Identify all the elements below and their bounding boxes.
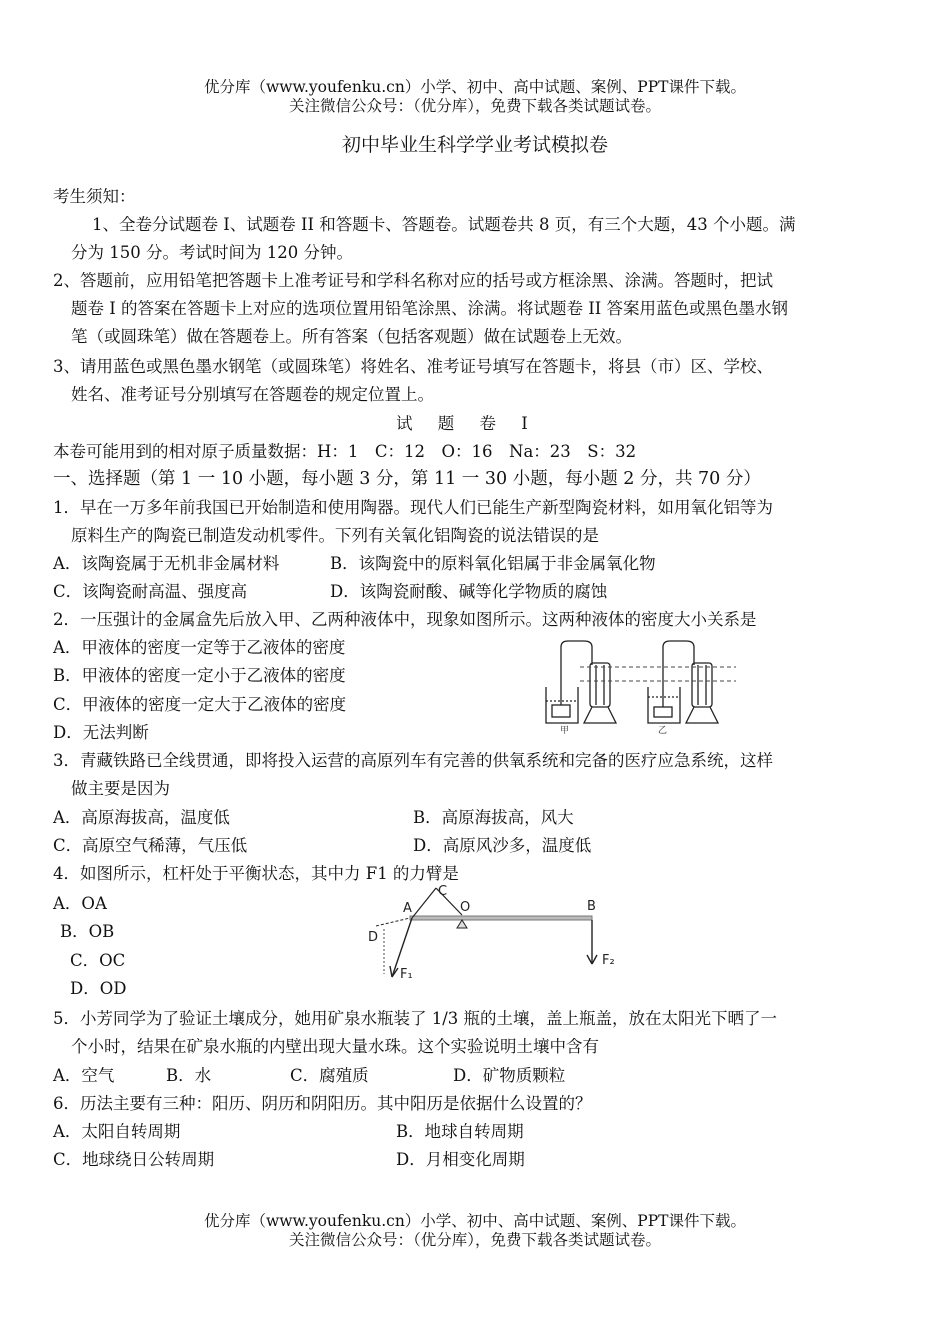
q1-option-a: A．该陶瓷属于无机非金属材料 [53, 554, 280, 573]
q5-option-a: A．空气 [53, 1066, 115, 1085]
label-b: B [587, 899, 596, 914]
notice-item-1b: 分为 150 分。考试时间为 120 分钟。 [71, 243, 353, 262]
line-of-action [376, 918, 410, 926]
notice-item-1a: 1、全卷分试题卷 I、试题卷 II 和答题卡、答题卷。试题卷共 8 页，有三个大题，43 个小题。满 [92, 215, 796, 234]
q6-option-d: D．月相变化周期 [396, 1150, 525, 1169]
label-f1: F₁ [400, 967, 413, 982]
q5-option-b: B．水 [166, 1066, 212, 1085]
footer-line-1: 优分库（www.youfenku.cn）小学、初中、高中试题、案例、PPT课件下载。 [203, 1212, 747, 1230]
metal-box-jia [552, 705, 570, 717]
q4-option-d: D．OD [70, 979, 127, 998]
fulcrum-icon [457, 920, 467, 928]
q6-option-b: B．地球自转周期 [396, 1122, 524, 1141]
q1-stem-b: 原料生产的陶瓷已制造发动机零件。下列有关氧化铝陶瓷的说法错误的是 [71, 526, 599, 545]
q1-stem-a: 1．早在一万多年前我国已开始制造和使用陶器。现代人们已能生产新型陶瓷材料，如用氧化铝等为 [53, 498, 773, 517]
u-tube-jia [590, 663, 610, 707]
q1-option-b: B．该陶瓷中的原料氧化铝属于非金属氧化物 [330, 554, 656, 573]
q3-stem-b: 做主要是因为 [71, 779, 170, 798]
label-d: D [368, 930, 379, 945]
q2-pressure-gauge-figure [540, 635, 740, 735]
q3-option-b: B．高原海拔高，风大 [413, 808, 574, 827]
q2-option-d: D．无法判断 [53, 723, 149, 742]
header-line-1: 优分库（www.youfenku.cn）小学、初中、高中试题、案例、PPT课件下载。 [203, 78, 747, 96]
q3-option-a: A．高原海拔高，温度低 [53, 808, 230, 827]
notice-item-2b: 题卷 I 的答案在答题卡上对应的选项位置用铅笔涂黑、涂满。将试题卷 II 答案用蓝色或黑色墨水钢 [71, 299, 789, 318]
footer-line-2: 关注微信公众号：（优分库），免费下载各类试题试卷。 [288, 1231, 661, 1249]
q5-stem-b: 个小时，结果在矿泉水瓶的内壁出现大量水珠。这个实验说明土壤中含有 [71, 1037, 599, 1056]
label-jia: 甲 [560, 726, 570, 735]
paper-title: 试 题 卷 I [396, 414, 538, 433]
q4-lever-figure [362, 882, 637, 990]
q1-option-c: C．该陶瓷耐高温、强度高 [53, 582, 248, 601]
section-1-heading: 一、选择题（第 1 一 10 小题，每小题 3 分，第 11 一 30 小题，每小题 2 分，共 70 分） [53, 469, 761, 489]
q4-stem: 4．如图所示，杠杆处于平衡状态，其中力 F1 的力臂是 [53, 864, 459, 883]
label-c: C [438, 884, 448, 899]
label-a: A [403, 901, 412, 916]
q4-option-a: A．OA [53, 894, 107, 913]
notice-heading: 考生须知： [53, 187, 136, 206]
q5-stem-a: 5．小芳同学为了验证土壤成分，她用矿泉水瓶装了 1/3 瓶的土壤，盖上瓶盖，放在太阳光下晒了一 [53, 1009, 778, 1028]
q4-option-c: C．OC [70, 951, 126, 970]
header-line-2: 关注微信公众号：（优分库），免费下载各类试题试卷。 [288, 97, 661, 115]
notice-item-2a: 2、答题前，应用铅笔把答题卡上准考证号和学科名称对应的括号或方框涂黑、涂满。答题时，把试 [53, 271, 773, 290]
q5-option-d: D．矿物质颗粒 [453, 1066, 566, 1085]
q6-option-a: A．太阳自转周期 [53, 1122, 181, 1141]
notice-item-3b: 姓名、准考证号分别填写在答题卷的规定位置上。 [71, 385, 434, 404]
q4-option-b: B．OB [60, 922, 115, 941]
notice-item-2c: 笔（或圆珠笔）做在答题卷上。所有答案（包括客观题）做在试题卷上无效。 [71, 327, 632, 346]
atomic-mass-data: 本卷可能用到的相对原子质量数据：H：1 C：12 O：16 Na：23 S：32 [53, 442, 637, 461]
q2-option-a: A．甲液体的密度一定等于乙液体的密度 [53, 638, 346, 657]
notice-item-3a: 3、请用蓝色或黑色墨水钢笔（或圆珠笔）将姓名、准考证号填写在答题卡，将县（市）区、学校、 [53, 357, 773, 376]
u-tube-yi [692, 663, 712, 707]
lever-bar [410, 916, 592, 920]
q2-option-b: B．甲液体的密度一定小于乙液体的密度 [53, 666, 346, 685]
q2-option-c: C．甲液体的密度一定大于乙液体的密度 [53, 695, 347, 714]
label-yi: 乙 [658, 726, 668, 735]
q6-option-c: C．地球绕日公转周期 [53, 1150, 215, 1169]
q5-option-c: C．腐殖质 [290, 1066, 369, 1085]
q6-stem: 6．历法主要有三种：阳历、阴历和阴阳历。其中阳历是依据什么设置的？ [53, 1094, 592, 1113]
q3-option-c: C．高原空气稀薄，气压低 [53, 836, 248, 855]
q3-stem-a: 3．青藏铁路已全线贯通，即将投入运营的高原列车有完善的供氧系统和完备的医疗应急系统，这样 [53, 751, 773, 770]
line-oc [412, 888, 436, 918]
label-o: O [460, 900, 471, 915]
q2-stem: 2．一压强计的金属盒先后放入甲、乙两种液体中，现象如图所示。这两种液体的密度大小关系是 [53, 610, 757, 629]
q3-option-d: D．高原风沙多，温度低 [413, 836, 592, 855]
label-f2: F₂ [602, 953, 615, 968]
page-title: 初中毕业生科学学业考试模拟卷 [341, 134, 608, 156]
metal-box-yi [654, 707, 672, 717]
q1-option-d: D．该陶瓷耐酸、碱等化学物质的腐蚀 [330, 582, 608, 601]
